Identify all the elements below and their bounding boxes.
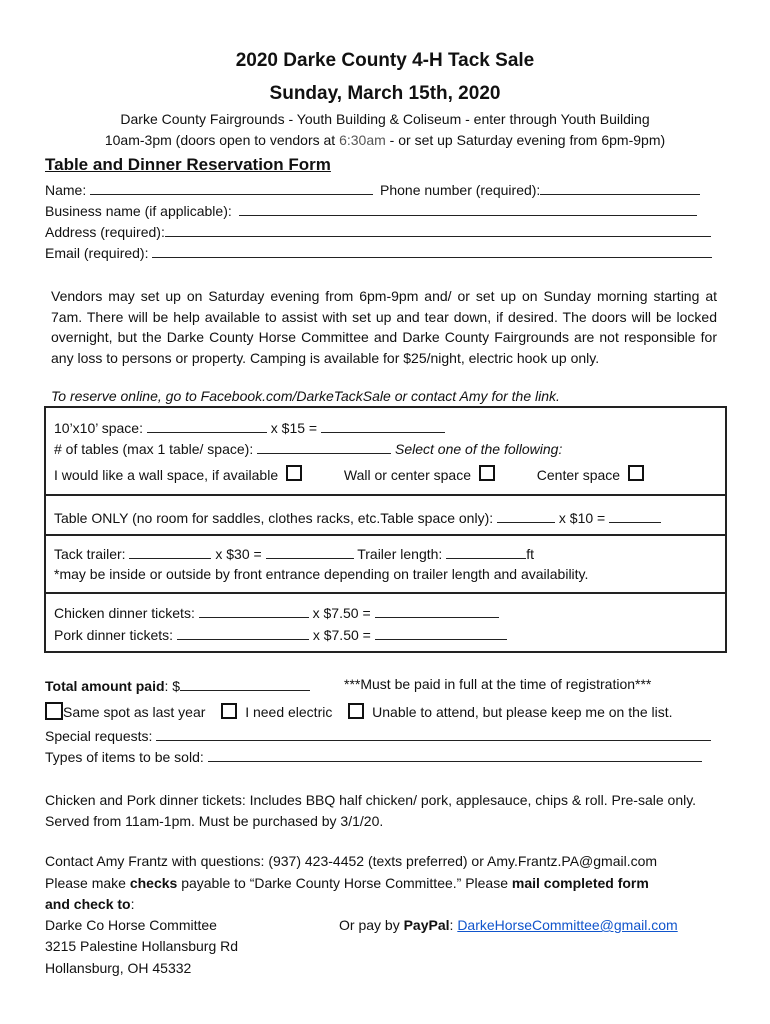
items-row	[45, 747, 702, 765]
select-note: Select one of the following:	[395, 441, 563, 457]
center-checkbox[interactable]	[628, 465, 644, 481]
trailer-label: Tack trailer:	[54, 546, 126, 562]
chicken-row	[54, 603, 499, 621]
chicken-qty-field[interactable]	[199, 603, 309, 618]
must-pay-note: ***Must be paid in full at the time of registration***	[344, 676, 652, 692]
trailer-total-field[interactable]	[266, 544, 354, 559]
event-location: Darke County Fairgrounds - Youth Building & Coliseum - enter through Youth Building	[120, 111, 650, 127]
name-label: Name:	[45, 182, 87, 198]
total-suffix: : $	[164, 678, 181, 694]
pork-row	[54, 625, 507, 643]
items-label: Types of items to be sold:	[45, 749, 204, 765]
same-spot-label: Same spot as last year	[63, 704, 206, 720]
paypal-line	[339, 917, 678, 933]
wall-label: I would like a wall space, if available	[54, 467, 279, 483]
wall-checkbox[interactable]	[286, 465, 302, 481]
dinner-info: Chicken and Pork dinner tickets: Includes BBQ half chicken/ pork, applesauce, chips & roll. Pre-sale only. Served from 11am-1pm. Must be purchased by 3/1/20.	[45, 792, 697, 829]
table-only-total-field[interactable]	[609, 508, 661, 523]
paypal-colon: :	[449, 917, 458, 933]
pork-label: Pork dinner tickets:	[54, 627, 174, 643]
check-to-bold: and check to	[45, 896, 131, 912]
business-label: Business name (if applicable):	[45, 203, 232, 219]
items-field[interactable]	[208, 747, 702, 762]
tables-row	[54, 439, 562, 457]
center-label: Center space	[536, 467, 621, 483]
trailer-length-unit: ft	[526, 546, 534, 562]
table-only-price: x $10 =	[558, 510, 606, 526]
page-title: 2020 Darke County 4-H Tack Sale	[235, 50, 535, 71]
electric-label: I need electric	[245, 704, 333, 720]
chicken-price: x $7.50 =	[312, 605, 371, 621]
address-label: Address (required):	[45, 224, 165, 240]
email-label: Email (required):	[45, 245, 149, 261]
business-row	[45, 201, 697, 219]
space-total-field[interactable]	[321, 418, 445, 433]
address-line-2: 3215 Palestine Hollansburg Rd	[45, 938, 239, 954]
trailer-price: x $30 =	[215, 546, 262, 562]
options-row	[45, 702, 673, 720]
phone-field[interactable]	[540, 180, 700, 195]
trailer-length-field[interactable]	[446, 544, 526, 559]
trailer-row	[54, 544, 534, 562]
same-spot-checkbox[interactable]	[45, 702, 63, 720]
mail-bold: mail completed form	[511, 875, 649, 891]
business-field[interactable]	[239, 201, 697, 216]
unable-label: Unable to attend, but please keep me on the list.	[372, 704, 673, 720]
wall-center-checkbox[interactable]	[479, 465, 495, 481]
special-label: Special requests:	[45, 728, 153, 744]
trailer-box	[44, 534, 727, 594]
vendor-info-paragraph: Vendors may set up on Saturday evening from 6pm-9pm and/ or set up on Sunday morning starting at 7am. There will be help available to assist with set up and tear down, if desired. The doors will be locked overnight, but the Darke County Horse Committee and Darke County Fairgrounds are not responsible for any loss to persons or property. Camping is available for $25/night, electric hook up only.	[51, 288, 717, 366]
online-note: To reserve online, go to Facebook.com/DarkeTackSale or contact Amy for the link.	[51, 388, 560, 404]
phone-label: Phone number (required):	[380, 182, 541, 198]
trailer-length-label: Trailer length:	[357, 546, 443, 562]
check-to-line	[45, 896, 134, 912]
space-qty-field[interactable]	[147, 418, 267, 433]
dinner-box	[44, 592, 727, 653]
paypal-email-link[interactable]: DarkeHorseCommittee@gmail.com	[457, 917, 678, 933]
trailer-qty-field[interactable]	[129, 544, 211, 559]
pork-price: x $7.50 =	[312, 627, 371, 643]
pork-qty-field[interactable]	[177, 625, 309, 640]
total-field[interactable]	[180, 676, 310, 691]
paypal-bold: PayPal	[403, 917, 450, 933]
total-row	[45, 676, 310, 694]
electric-checkbox[interactable]	[221, 703, 237, 719]
hours-suffix: - or set up Saturday evening from 6pm-9pm)	[385, 132, 666, 148]
total-label: Total amount paid	[45, 678, 165, 694]
unable-checkbox[interactable]	[348, 703, 364, 719]
tables-field[interactable]	[257, 439, 391, 454]
table-only-box	[44, 494, 727, 536]
name-row	[45, 180, 700, 198]
special-field[interactable]	[156, 726, 711, 741]
checks-bold: checks	[129, 875, 178, 891]
email-field[interactable]	[152, 243, 712, 258]
table-only-row	[54, 508, 661, 526]
hours-prefix: 10am-3pm (doors open to vendors at	[104, 132, 340, 148]
chicken-total-field[interactable]	[375, 603, 499, 618]
address-line-1: Darke Co Horse Committee	[45, 917, 217, 933]
address-line-3: Hollansburg, OH 45332	[45, 960, 192, 976]
event-date: Sunday, March 15th, 2020	[269, 83, 501, 104]
payable-text: payable to “Darke County Horse Committee.” Please	[177, 875, 512, 891]
chicken-label: Chicken dinner tickets:	[54, 605, 195, 621]
space-row	[54, 418, 445, 436]
paypal-prefix: Or pay by	[339, 917, 404, 933]
special-row	[45, 726, 711, 744]
make-prefix: Please make	[45, 875, 130, 891]
email-row	[45, 243, 712, 261]
wall-center-label: Wall or center space	[343, 467, 471, 483]
hours-time: 6:30am	[339, 132, 386, 148]
address-field[interactable]	[165, 222, 711, 237]
make-checks-line	[45, 875, 649, 891]
table-only-qty-field[interactable]	[497, 508, 555, 523]
name-field[interactable]	[90, 180, 373, 195]
space-box	[44, 406, 727, 496]
form-heading: Table and Dinner Reservation Form	[45, 155, 331, 174]
trailer-note: *may be inside or outside by front entrance depending on trailer length and availability.	[54, 566, 589, 582]
table-only-label: Table ONLY (no room for saddles, clothes racks, etc.Table space only):	[54, 510, 494, 526]
tables-label: # of tables (max 1 table/ space):	[54, 441, 254, 457]
event-hours	[0, 132, 770, 148]
address-row	[45, 222, 711, 240]
space-label: 10’x10’ space:	[54, 420, 143, 436]
placement-row	[54, 465, 644, 483]
space-price: x $15 =	[270, 420, 318, 436]
check-to-colon: :	[130, 896, 135, 912]
contact-line: Contact Amy Frantz with questions: (937) 423-4452 (texts preferred) or Amy.Frantz.PA@gmail.com	[45, 853, 658, 869]
pork-total-field[interactable]	[375, 625, 507, 640]
